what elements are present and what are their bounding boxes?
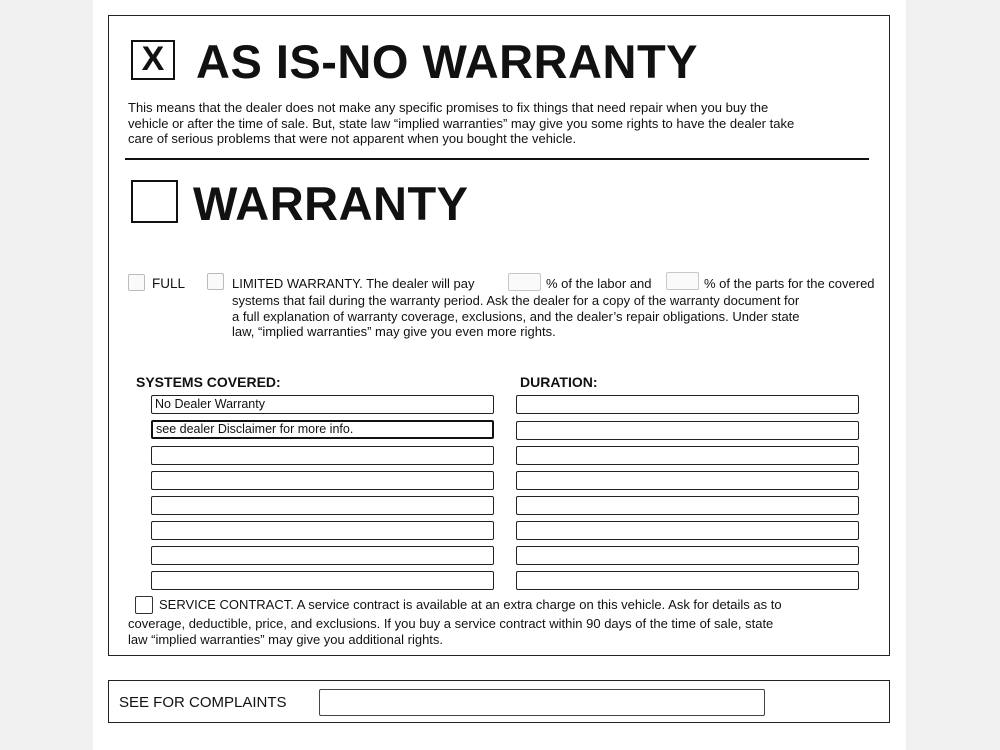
as-is-paragraph: This means that the dealer does not make any specific promises to fix things that need repair when you buy the vehicle or after the time of sale. But, state law “implied warranties” may give you some rights to have the dealer take care of serious problems that were not apparent when you bought the vehicle.: [128, 100, 795, 146]
warranty-heading: WARRANTY: [193, 177, 469, 230]
full-warranty-label: FULL: [152, 276, 186, 291]
duration-field[interactable]: [516, 546, 859, 565]
parts-percent-field[interactable]: [666, 272, 699, 290]
limited-warranty-text-a: LIMITED WARRANTY. The dealer will pay: [232, 276, 475, 291]
labor-percent-field[interactable]: [508, 273, 541, 291]
system-field[interactable]: [151, 521, 494, 540]
complaints-label: SEE FOR COMPLAINTS: [119, 694, 287, 711]
as-is-checkbox[interactable]: [131, 40, 175, 80]
duration-field[interactable]: [516, 521, 859, 540]
service-contract-checkbox[interactable]: [135, 596, 153, 614]
as-is-heading: AS IS-NO WARRANTY: [196, 35, 698, 88]
service-contract-paragraph: coverage, deductible, price, and exclusions. If you buy a service contract within 90 days of the time of sale, state law “implied warranties” may give you additional rights.: [128, 616, 774, 647]
duration-field[interactable]: [516, 421, 859, 440]
service-contract-text-a: SERVICE CONTRACT. A service contract is available at an extra charge on this vehicle. Ask for details as to: [159, 597, 782, 612]
duration-field[interactable]: [516, 571, 859, 590]
systems-covered-header: SYSTEMS COVERED:: [136, 374, 281, 390]
duration-header: DURATION:: [520, 374, 598, 390]
complaints-field[interactable]: [319, 689, 765, 716]
limited-warranty-paragraph: systems that fail during the warranty period. Ask the dealer for a copy of the warranty document for a full explanation of warranty coverage, exclusions, and the dealer’s repair obligations. Under state law, “implied warranties” may give you even more rights.: [232, 293, 800, 339]
limited-warranty-text-c: % of the parts for the covered: [704, 276, 875, 291]
system-field[interactable]: [151, 496, 494, 515]
system-field[interactable]: [151, 446, 494, 465]
duration-field[interactable]: [516, 446, 859, 465]
limited-warranty-text-b: % of the labor and: [546, 276, 652, 291]
system-field[interactable]: [151, 471, 494, 490]
system-field[interactable]: No Dealer Warranty: [151, 395, 494, 414]
duration-field[interactable]: [516, 471, 859, 490]
system-field[interactable]: [151, 546, 494, 565]
warranty-checkbox[interactable]: [131, 180, 178, 223]
duration-field[interactable]: [516, 395, 859, 414]
x-mark-icon: X: [141, 40, 165, 78]
system-field[interactable]: [151, 571, 494, 590]
full-warranty-checkbox[interactable]: [128, 274, 145, 291]
duration-field[interactable]: [516, 496, 859, 515]
limited-warranty-checkbox[interactable]: [207, 273, 224, 290]
section-divider: [125, 158, 869, 160]
system-field[interactable]: see dealer Disclaimer for more info.: [151, 420, 494, 439]
